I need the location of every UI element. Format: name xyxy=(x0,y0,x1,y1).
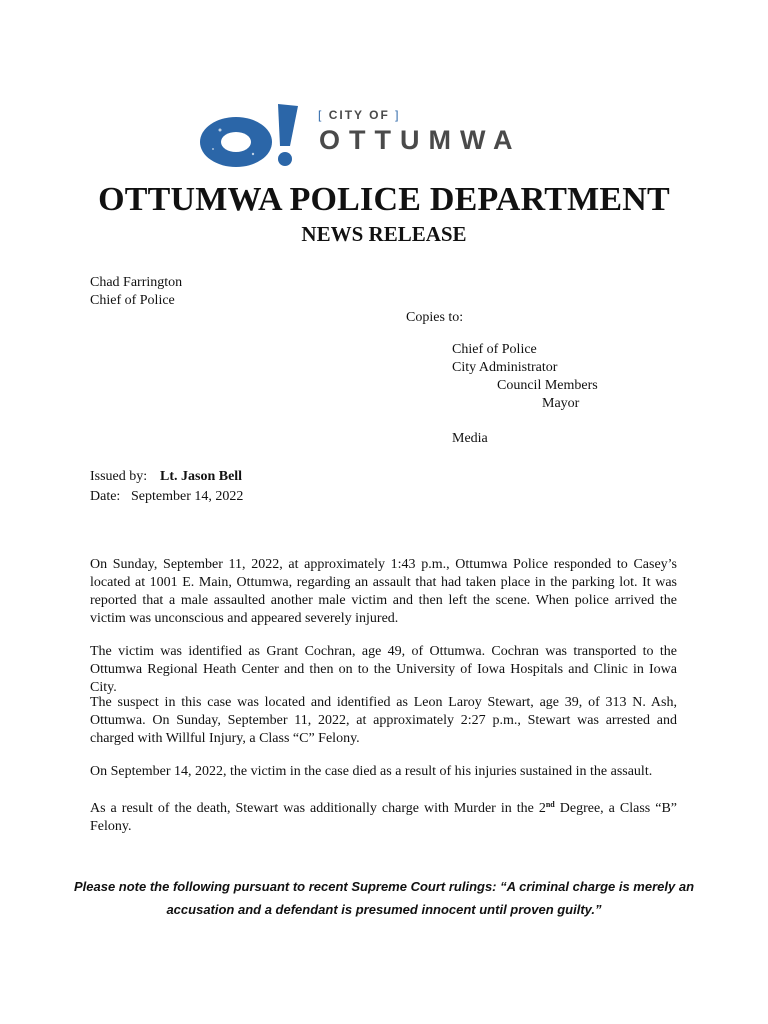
legal-notice xyxy=(60,875,708,921)
recipient-item: City Administrator xyxy=(452,360,558,375)
issued-by-value: Lt. Jason Bell xyxy=(160,469,243,484)
date-value: September 14, 2022 xyxy=(131,489,244,504)
issued-by-label: Issued by: xyxy=(90,469,148,484)
chief-name: Chad Farrington xyxy=(90,275,183,290)
page-title: OTTUMWA POLICE DEPARTMENT xyxy=(98,181,670,218)
city-logo-icon xyxy=(198,102,302,168)
recipient-item: Council Members xyxy=(497,378,598,393)
legal-notice-line: Please note the following pursuant to recent Supreme Court rulings: “A criminal charge is merely an xyxy=(73,879,695,894)
body-paragraph: On Sunday, September 11, 2022, at approximately 1:43 p.m., Ottumwa Police responded to Casey’s located at 1001 E. Main, Ottumwa, regarding an assault that had taken place in the parking lot. It was reported that a male assaulted another male victim and then left the scene. When police arrived the victim was unconscious and appeared severely injured. xyxy=(90,557,677,626)
body-paragraph: The victim was identified as Grant Cochran, age 49, of Ottumwa. Cochran was transported to the Ottumwa Regional Heath Center and then on to the University of Iowa Hospitals and Clinic in Iowa City. xyxy=(90,644,677,695)
paragraph-text: As a result of the death, Stewart was additionally charge with Murder in the 2 xyxy=(90,801,546,816)
chief-role: Chief of Police xyxy=(90,293,175,308)
date-label: Date: xyxy=(90,489,121,504)
body-paragraph xyxy=(90,796,677,836)
paragraph-text: Degree, a Class “B” Felony. xyxy=(90,801,677,834)
legal-notice-line: accusation and a defendant is presumed innocent until proven guilty.” xyxy=(166,902,602,917)
body-paragraph: On September 14, 2022, the victim in the case died as a result of his injuries sustained in the assault. xyxy=(90,764,653,779)
copies-label: Copies to: xyxy=(406,310,464,325)
logo-city-name: OTTUMWA xyxy=(319,125,522,155)
page-subtitle: NEWS RELEASE xyxy=(301,222,467,246)
recipient-item: Mayor xyxy=(542,396,580,411)
recipient-item: Media xyxy=(452,431,488,446)
body-paragraph: The suspect in this case was located and identified as Leon Laroy Stewart, age 39, of 313 N. Ash, Ottumwa. On Sunday, September 11, 2022, at approximately 2:27 p.m., Stewart was arrested and charged with Willful Injury, a Class “C” Felony. xyxy=(90,695,677,746)
logo-city-of-text: [ CITY OF ] xyxy=(318,108,401,122)
recipient-item: Chief of Police xyxy=(452,342,537,357)
ordinal-suffix: nd xyxy=(545,800,555,809)
